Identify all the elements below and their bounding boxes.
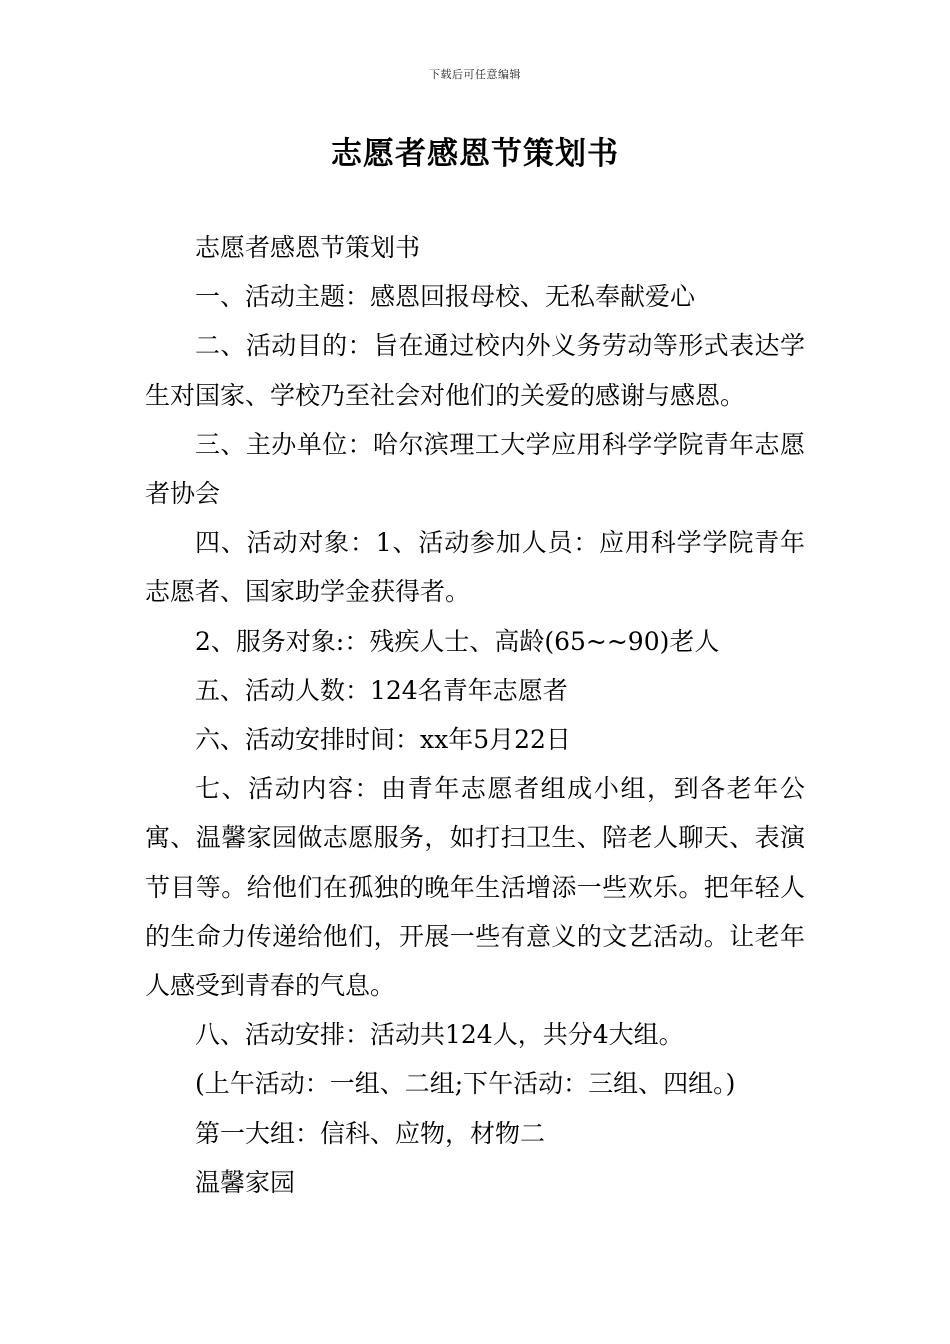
body-paragraph: 二、活动目的：旨在通过校内外义务劳动等形式表达学生对国家、学校乃至社会对他们的关爱的感谢与感恩。 (145, 331, 805, 410)
body-paragraph: 五、活动人数：124名青年志愿者 (195, 675, 568, 705)
body-paragraph: 温馨家园 (195, 1167, 296, 1197)
body-paragraph: 第一大组：信科、应物，材物二 (195, 1118, 546, 1148)
body-paragraph: (上午活动：一组、二组;下午活动：三组、四组。) (195, 1069, 736, 1099)
body-paragraph: 2、服务对象:：残疾人士、高龄(65~~90)老人 (195, 626, 720, 656)
document-body (145, 223, 805, 1207)
body-paragraph: 三、主办单位：哈尔滨理工大学应用科学学院青年志愿者协会 (145, 429, 805, 509)
body-paragraph: 一、活动主题：感恩回报母校、无私奉献爱心 (195, 282, 696, 312)
header-note: 下载后可任意编辑 (429, 68, 521, 81)
body-paragraph: 六、活动安排时间：xx年5月22日 (195, 725, 571, 755)
body-paragraph: 七、活动内容：由青年志愿者组成小组，到各老年公寓、温馨家园做志愿服务，如打扫卫生、陪老人聊天、表演节目等。给他们在孤独的晚年生活增添一些欢乐。把年轻人的生命力传递给他们，开展一些有意义的文艺活动。让老年人感受到青春的气息。 (145, 774, 805, 1001)
body-paragraph: 四、活动对象：1、活动参加人员：应用科学学院青年志愿者、国家助学金获得者。 (145, 528, 805, 607)
body-paragraph: 八、活动安排：活动共124人，共分4大组。 (195, 1020, 684, 1050)
document-title: 志愿者感恩节策划书 (331, 136, 619, 172)
body-paragraph: 志愿者感恩节策划书 (195, 233, 421, 262)
